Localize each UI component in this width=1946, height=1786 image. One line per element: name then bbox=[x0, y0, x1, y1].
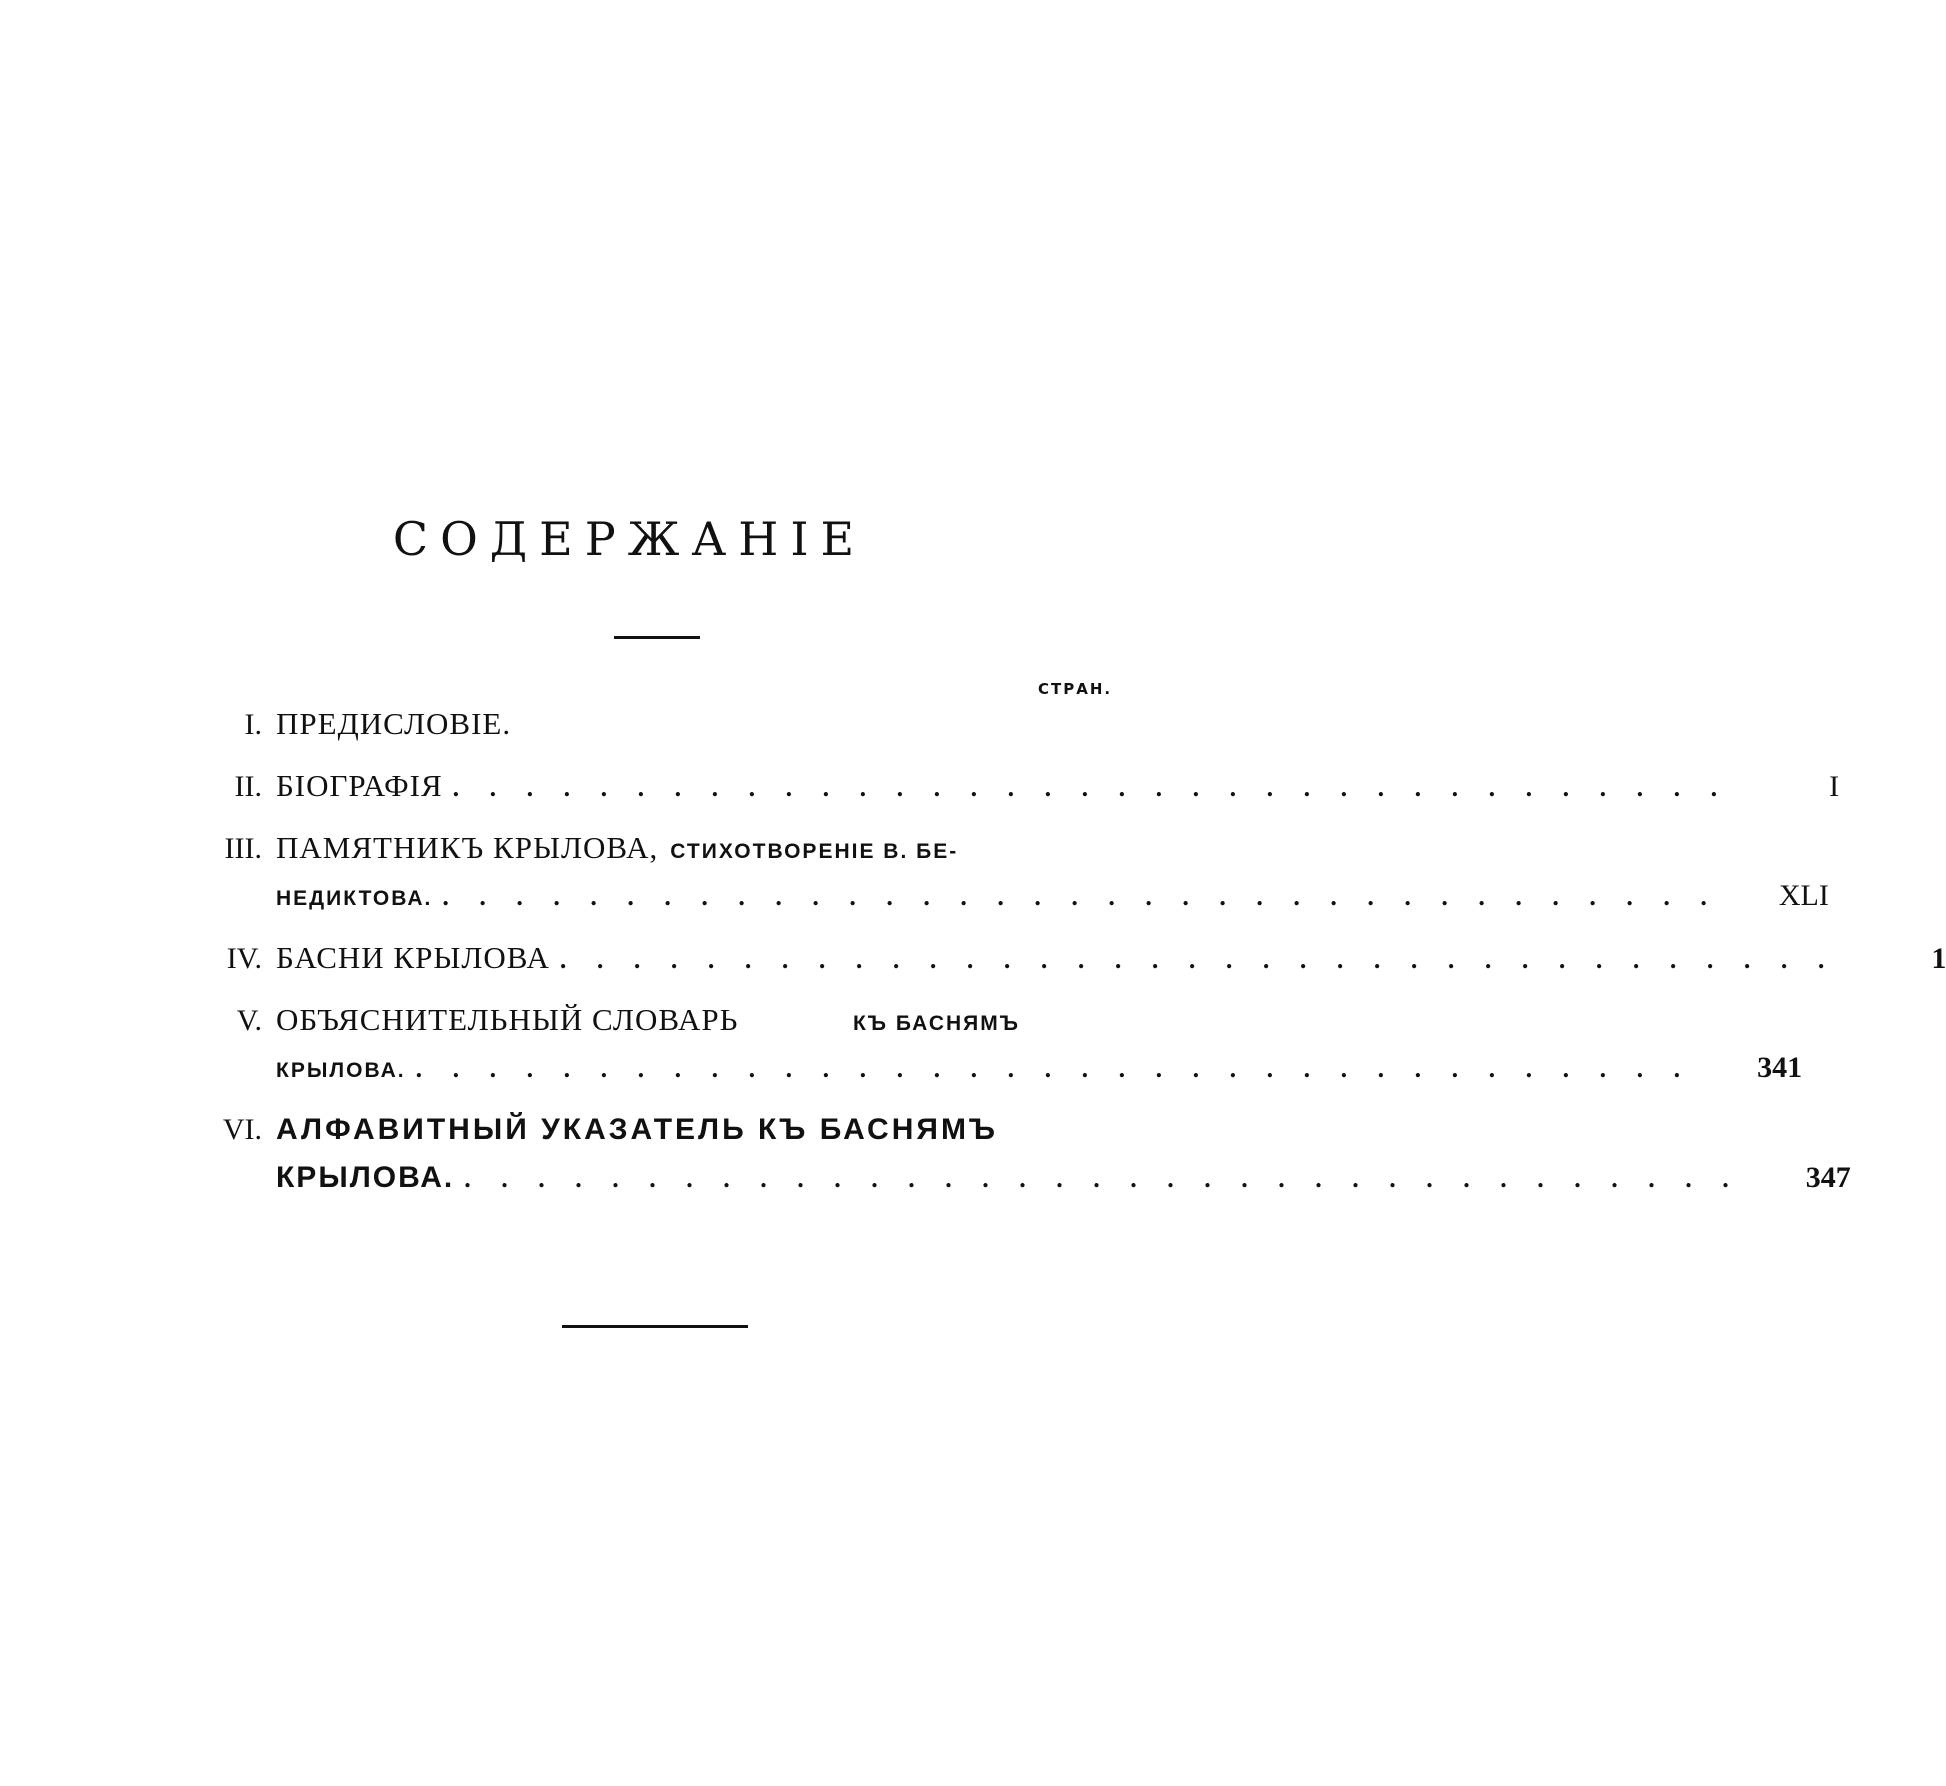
entry-title: АЛФАВИТНЫЙ УКАЗАТЕЛЬ КЪ БАСНЯМЪ bbox=[276, 1113, 999, 1146]
dot-leader: . . . . . . . . . . . . . . . . . . . . . . . . . . . . . . . . . . . bbox=[452, 773, 1730, 802]
toc-entry-preface bbox=[170, 700, 1130, 748]
entry-number: IV. bbox=[226, 942, 262, 975]
entry-number: VI. bbox=[222, 1113, 262, 1146]
entry-page-number: XLI bbox=[1778, 879, 1829, 912]
page-title: СОДЕРЖАНІЕ bbox=[392, 512, 867, 566]
page-column-label: СТРАН. bbox=[1038, 680, 1113, 698]
entry-page-number: 1 bbox=[1931, 942, 1946, 975]
entry-title: ОБЪЯСНИТЕЛЬНЫЙ СЛОВАРЬ bbox=[276, 1002, 739, 1037]
dot-leader: . . . . . . . . . . . . . . . . . . . . . . . . . . . . . . . . . . . bbox=[442, 882, 1719, 911]
toc-entry-monument bbox=[170, 824, 1829, 920]
entry-title: ПАМЯТНИКЪ КРЫЛОВА, bbox=[276, 830, 659, 865]
dot-leader: . . . . . . . . . . . . . . . . . . . . . . . . . . . . . . . . . . . bbox=[464, 1164, 1741, 1193]
entry-subtitle: КЪ БАСНЯМЪ bbox=[852, 1012, 1020, 1035]
entry-title-continued: КРЫЛОВА. bbox=[276, 1161, 455, 1194]
entry-number: III. bbox=[224, 832, 262, 865]
toc-entry-fables bbox=[170, 934, 1946, 982]
entry-title-continued: НЕДИКТОВА. bbox=[276, 887, 433, 910]
entry-number: II. bbox=[234, 770, 262, 803]
entry-number: I. bbox=[244, 708, 262, 741]
entry-number: V. bbox=[236, 1004, 262, 1037]
table-of-contents bbox=[170, 700, 1946, 1216]
title-divider bbox=[614, 636, 700, 639]
entry-title: ПРЕДИСЛОВІЕ. bbox=[276, 706, 512, 741]
entry-title-continued: КРЫЛОВА. bbox=[276, 1059, 406, 1082]
dot-leader: . . . . . . . . . . . . . . . . . . . . . . . . . . . . . . . . . . . bbox=[559, 945, 1837, 974]
entry-page-number: 347 bbox=[1805, 1161, 1851, 1194]
toc-entry-dictionary bbox=[170, 996, 1803, 1092]
entry-page-number: I bbox=[1829, 770, 1840, 803]
end-divider bbox=[562, 1325, 748, 1328]
dot-leader: . . . . . . . . . . . . . . . . . . . . . . . . . . . . . . . . . . . bbox=[415, 1054, 1693, 1083]
toc-entry-index bbox=[170, 1106, 1851, 1202]
entry-title: БАСНИ КРЫЛОВА bbox=[276, 940, 550, 975]
toc-entry-biography bbox=[170, 762, 1840, 810]
entry-subtitle: СТИХОТВОРЕНІЕ В. БЕ- bbox=[670, 840, 959, 863]
entry-title: БІОГРАФІЯ bbox=[276, 768, 443, 803]
entry-page-number: 341 bbox=[1757, 1051, 1803, 1084]
